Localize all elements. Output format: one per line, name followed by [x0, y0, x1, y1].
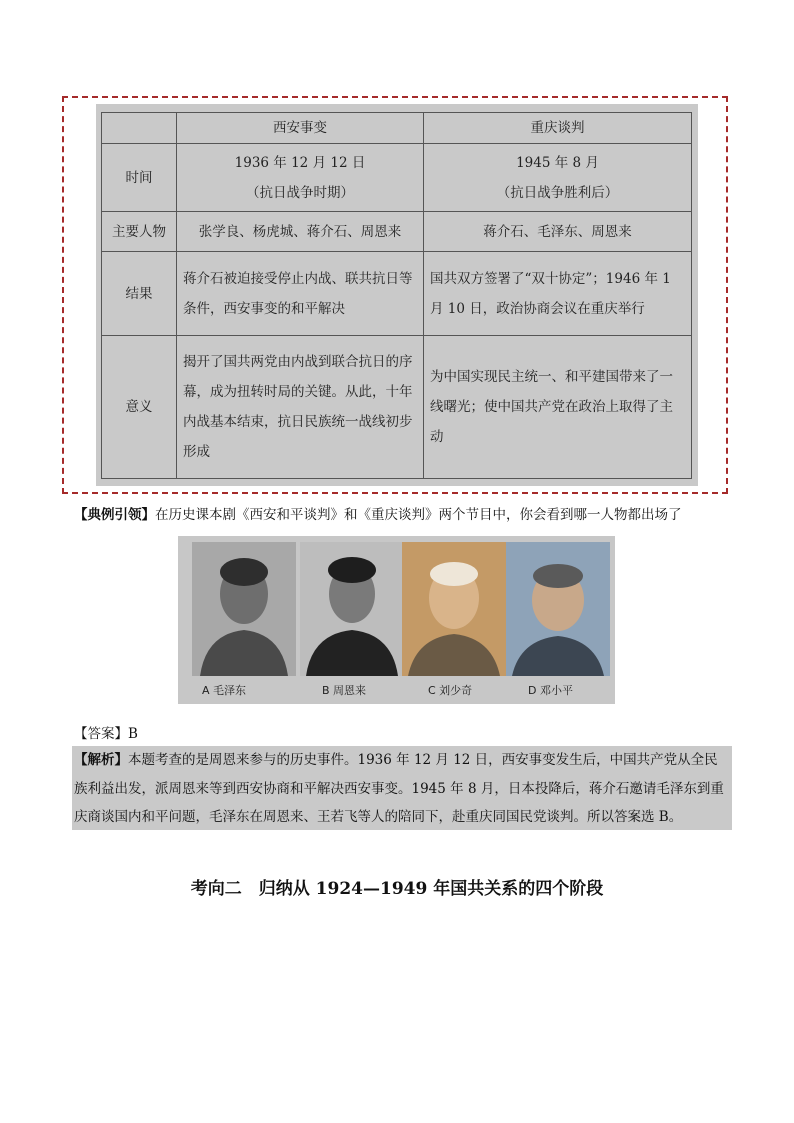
- portrait-photo-c: [402, 542, 506, 676]
- table-cell: 蒋介石、毛泽东、周恩来: [424, 212, 692, 252]
- analysis-block: [72, 746, 732, 830]
- table-cell: 为中国实现民主统一、和平建国带来了一线曙光；使中国共产党在政治上取得了主动: [424, 336, 692, 479]
- example-label: 【典例引领】: [74, 507, 155, 523]
- section-heading: 考向二 归纳从 1924—1949 年国共关系的四个阶段: [190, 879, 604, 899]
- portrait-strip: [178, 536, 615, 704]
- table-header-cell: 西安事变: [177, 113, 424, 144]
- portrait-caption: A 毛泽东: [202, 684, 247, 697]
- example-question: [74, 503, 682, 523]
- table-row: [102, 212, 692, 252]
- analysis-label: 【解析】: [74, 752, 128, 768]
- table-header-cell: 重庆谈判: [424, 113, 692, 144]
- analysis-text: 本题考查的是周恩来参与的历史事件。1936 年 12 月 12 日，西安事变发生后，中国共产党从全民族利益出发，派周恩来等到西安协商和平解决西安事变。1945 年 8 月，日本投降后，蒋介石邀请毛泽东到重庆商谈国内和平问题，毛泽东在周恩来、王若飞等人的陪同下，赴重庆同国民党谈判。所以答案选 B。: [74, 752, 724, 825]
- row-label: 结果: [102, 252, 177, 336]
- row-label: 主要人物: [102, 212, 177, 252]
- comparison-table-panel: [96, 104, 698, 486]
- table-row: [102, 144, 692, 212]
- table-cell: [424, 144, 692, 212]
- portrait-caption: D 邓小平: [528, 684, 573, 697]
- answer-line: 【答案】B: [74, 726, 138, 742]
- table-cell: 国共双方签署了“双十协定”；1946 年 1 月 10 日，政治协商会议在重庆举行: [424, 252, 692, 336]
- table-cell: 蒋介石被迫接受停止内战、联共抗日等条件，西安事变的和平解决: [177, 252, 424, 336]
- portrait-photo-b: [300, 542, 404, 676]
- comparison-table: [101, 112, 692, 479]
- example-text: 在历史课本剧《西安和平谈判》和《重庆谈判》两个节目中，你会看到哪一人物都出场了: [155, 507, 682, 523]
- cell-line: （抗日战争胜利后）: [496, 184, 619, 201]
- cell-line: （抗日战争时期）: [246, 184, 354, 201]
- portrait-caption: B 周恩来: [322, 684, 367, 697]
- portrait-photo-a: [192, 542, 296, 676]
- portrait-caption: C 刘少奇: [428, 684, 473, 697]
- row-label: 意义: [102, 336, 177, 479]
- portrait-photo-d: [506, 542, 610, 676]
- table-header-row: [102, 113, 692, 144]
- row-label: 时间: [102, 144, 177, 212]
- table-row: [102, 252, 692, 336]
- table-header-cell: [102, 113, 177, 144]
- table-cell: 揭开了国共两党由内战到联合抗日的序幕，成为扭转时局的关键。从此，十年内战基本结束，抗日民族统一战线初步形成: [177, 336, 424, 479]
- table-cell: 张学良、杨虎城、蒋介石、周恩来: [177, 212, 424, 252]
- cell-line: 1945 年 8 月: [516, 154, 599, 171]
- cell-line: 1936 年 12 月 12 日: [234, 154, 366, 171]
- table-row: [102, 336, 692, 479]
- table-cell: [177, 144, 424, 212]
